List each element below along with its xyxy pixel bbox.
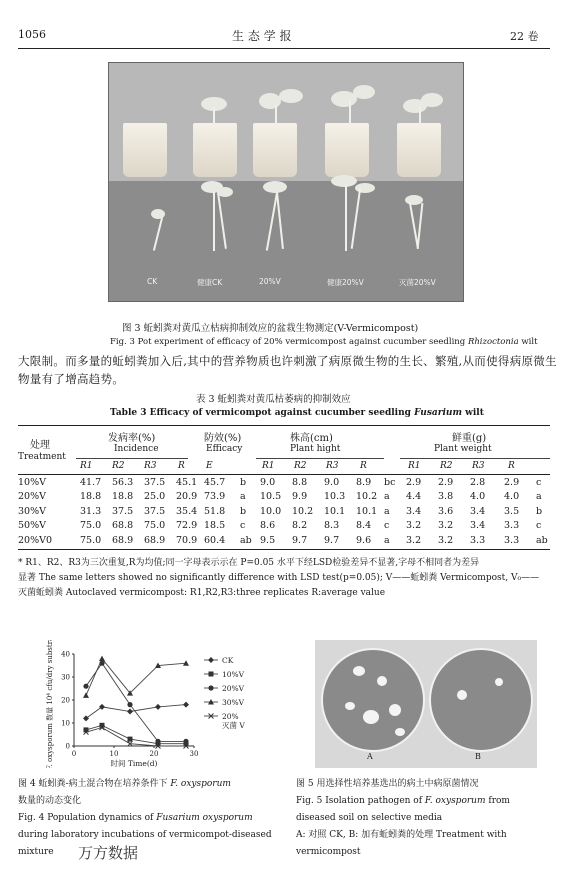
table-cell: 3.3 (504, 520, 520, 532)
table-cell: 18.8 (112, 491, 134, 503)
table-cell: 37.5 (112, 505, 134, 517)
table-cell: 3.3 (504, 534, 520, 546)
table-cell: 2.9 (438, 477, 454, 488)
table-subhead-row: R1 R2 R3 R E R1 R2 R3 R R1 R2 R3 R (80, 461, 515, 471)
table-head-treatment-cn: 处理 (30, 440, 50, 451)
table-cell: 3.4 (406, 505, 422, 517)
table-cell: 35.4 (176, 505, 198, 517)
legend-label: 10%V (222, 670, 245, 679)
table-cell: 30%V (18, 505, 46, 517)
table-cell: 10.2 (292, 505, 314, 517)
table-cell: b (536, 505, 543, 517)
table-cell: 37.5 (144, 505, 166, 517)
y-tick-label: 10 (61, 719, 70, 728)
y-axis-label: F. oxysporum 数量 10⁴ cfu/dry substrate (46, 640, 54, 768)
x-axis-label: 时间 Time(d) (110, 759, 158, 768)
table-cell: a (240, 491, 246, 503)
data-point (127, 709, 133, 715)
data-point (127, 702, 132, 707)
table-cell: 9.6 (356, 534, 372, 546)
table-group-head: Incidence (114, 444, 159, 454)
table-cell: 4.4 (406, 491, 422, 503)
table-cell: 2.9 (504, 477, 520, 488)
data-point (208, 657, 214, 663)
body-text-line: 大限制。而多量的蚯蚓粪加入后,其中的营养物质也许刺激了病原微生物的生长、繁殖,从而使得病原微生 (18, 354, 557, 368)
table-cell: 31.3 (80, 505, 102, 517)
table-head-treatment-en: Treatment (18, 452, 66, 462)
figure4-caption: 图 4 蚯蚓粪-病土混合物在培养条件下 F. oxysporum 数量的动态变化 Fig. 4 Population dynamics of Fusarium oxysporum during laboratory incubations of vermicompot-diseased mixture (18, 779, 272, 857)
table-cell: 10.5 (260, 491, 282, 503)
body-text-line: 物量有了增高趋势。 (18, 372, 125, 386)
table-cell: 3.2 (406, 534, 422, 546)
table-cell: 68.9 (112, 534, 134, 546)
photo-label: 健康CK (197, 278, 223, 287)
table-cell: 51.8 (204, 505, 226, 517)
table-cell: 3.4 (470, 505, 486, 517)
table-cell: 8.9 (356, 477, 372, 488)
table-cell: 41.7 (80, 477, 102, 488)
dish-label: B (475, 752, 481, 761)
table-cell: 10.2 (356, 491, 378, 503)
data-point (99, 704, 105, 710)
data-point (83, 692, 89, 698)
table-group-head: Plant weight (434, 444, 492, 454)
table-cell: 8.8 (292, 477, 308, 488)
data-point (183, 702, 189, 708)
table-cell: c (384, 520, 390, 532)
table-group-head: 株高(cm) (290, 433, 333, 444)
table3-title-en: Table 3 Efficacy of vermicompot against cucumber seedling Fusarium wilt (110, 408, 484, 418)
table-subrule (256, 458, 384, 459)
x-tick-label: 20 (149, 750, 159, 758)
figure5-caption: 图 5 用选择性培养基选出的病土中病原菌情况 Fig. 5 Isolation pathogen of F. oxysporum from diseased soil on selective media A: 对照 CK, B: 加有蚯蚓粪的处理 Treatment with vermicompost (296, 779, 510, 857)
series-line (86, 663, 186, 741)
photo-label: 灭菌20%V (399, 278, 436, 287)
table-rule-mid (18, 474, 550, 475)
y-tick-label: 0 (65, 742, 70, 751)
figure3-caption-cn: 图 3 蚯蚓粪对黄瓜立枯病抑制效应的盆栽生物测定(V-Vermicompost) (122, 323, 419, 334)
table-cell: 20.9 (176, 491, 198, 503)
pot (123, 123, 167, 177)
legend-label: 20% (222, 712, 239, 721)
photo-label: CK (147, 277, 158, 286)
table-cell: a (384, 491, 390, 503)
table-cell: 2.8 (470, 477, 486, 488)
table-cell: 9.7 (324, 534, 340, 546)
figure3-photo (108, 62, 464, 302)
table3-title-cn: 表 3 蚯蚓粪对黄瓜枯萎病的抑制效应 (196, 394, 351, 405)
header-rule (18, 48, 550, 49)
legend-label: CK (222, 656, 234, 665)
table-cell: c (536, 477, 542, 488)
table-group-head: 鲜重(g) (452, 433, 487, 444)
data-point (128, 737, 133, 742)
table-cell: b (240, 477, 247, 488)
data-point (208, 685, 213, 690)
table-cell: 75.0 (144, 520, 166, 532)
table-subrule (76, 458, 188, 459)
data-point (209, 672, 214, 677)
table-rule-top (18, 425, 550, 426)
data-point (155, 704, 161, 710)
table-cell: c (536, 520, 542, 532)
y-tick-label: 20 (61, 696, 70, 705)
y-tick-label: 30 (61, 673, 70, 682)
table-cell: 9.5 (260, 534, 276, 546)
data-point (99, 656, 105, 662)
table-cell: 68.9 (144, 534, 166, 546)
table-row (0, 535, 568, 549)
table-cell: 18.8 (80, 491, 102, 503)
data-point (183, 739, 188, 744)
table-group-head: 防效(%) (204, 433, 242, 444)
table-cell: a (384, 534, 390, 546)
table-cell: 37.5 (144, 477, 166, 488)
table-row (0, 477, 568, 491)
table-cell: 25.0 (144, 491, 166, 503)
page-number: 1056 (18, 28, 46, 41)
table-cell: 45.1 (176, 477, 198, 488)
table-group-head: Plant hight (290, 444, 341, 454)
volume: 22 卷 (510, 30, 539, 43)
x-tick-label: 30 (189, 750, 199, 758)
table-cell: 3.4 (470, 520, 486, 532)
table-cell: 10.3 (324, 491, 346, 503)
pot (253, 123, 297, 177)
x-tick-label: 0 (71, 750, 77, 758)
petri-dish-a (321, 648, 425, 752)
journal-name: 生 态 学 报 (232, 29, 292, 43)
table-cell: bc (384, 477, 396, 488)
data-point (83, 684, 88, 689)
table-cell: 9.0 (324, 477, 340, 488)
table-cell: ab (240, 534, 252, 546)
table-cell: 4.0 (504, 491, 520, 503)
data-point (83, 715, 89, 721)
table-cell: 72.9 (176, 520, 198, 532)
petri-dish-b (429, 648, 533, 752)
table-cell: 10.1 (324, 505, 346, 517)
table-row (0, 506, 568, 520)
pot (193, 123, 237, 177)
table-cell: 45.7 (204, 477, 226, 488)
table-cell: 3.8 (438, 491, 454, 503)
table-cell: 50%V (18, 520, 46, 532)
table-cell: 56.3 (112, 477, 134, 488)
table-cell: 20%V0 (18, 534, 53, 546)
x-tick-label: 10 (109, 750, 119, 758)
table-cell: 3.5 (504, 505, 520, 517)
legend-label: 30%V (222, 698, 245, 707)
table-cell: 20%V (18, 491, 46, 503)
table-subrule (400, 458, 550, 459)
table-cell: 4.0 (470, 491, 486, 503)
photo-label: 健康20%V (327, 278, 364, 287)
line-chart (20, 640, 260, 768)
table-group-head: Efficacy (206, 444, 243, 454)
table-cell: 3.2 (438, 520, 454, 532)
pot (397, 123, 441, 177)
table-cell: 3.6 (438, 505, 454, 517)
table-cell: 75.0 (80, 520, 102, 532)
data-point (155, 739, 160, 744)
figure3-caption-en: Fig. 3 Pot experiment of efficacy of 20% vermicompost against cucumber seedling Rhizoctonia wilt (110, 337, 538, 347)
table-cell: a (536, 491, 542, 503)
table-cell: 8.6 (260, 520, 276, 532)
table-cell: 75.0 (80, 534, 102, 546)
figure4-chart (20, 640, 260, 768)
table-cell: 10.0 (260, 505, 282, 517)
pot (325, 123, 369, 177)
table-cell: 9.9 (292, 491, 308, 503)
table-cell: c (240, 520, 246, 532)
table-cell: 8.3 (324, 520, 340, 532)
watermark: 万方数据 (78, 844, 139, 862)
table-row (0, 520, 568, 534)
legend-label-line2: 灭菌 V (222, 721, 245, 730)
table-cell: 3.3 (470, 534, 486, 546)
table-cell: 68.8 (112, 520, 134, 532)
table-cell: b (240, 505, 247, 517)
y-tick-label: 40 (61, 650, 70, 659)
dish-label: A (367, 752, 373, 761)
photo-label: 20%V (259, 277, 281, 286)
table-cell: 10%V (18, 477, 46, 488)
table-row (0, 491, 568, 505)
table-cell: 3.2 (438, 534, 454, 546)
table-cell: 3.2 (406, 520, 422, 532)
table-cell: 9.7 (292, 534, 308, 546)
table-cell: 8.2 (292, 520, 308, 532)
figure5-photo (315, 640, 537, 768)
legend-label: 20%V (222, 684, 245, 693)
table-cell: 9.0 (260, 477, 276, 488)
table-cell: 70.9 (176, 534, 198, 546)
table-cell: 18.5 (204, 520, 226, 532)
table-rule-bottom (18, 549, 550, 550)
table-cell: a (384, 505, 390, 517)
table-cell: 10.1 (356, 505, 378, 517)
table-cell: 2.9 (406, 477, 422, 488)
table-cell: ab (536, 534, 548, 546)
table-group-head: 发病率(%) (108, 433, 156, 444)
series-line (86, 728, 186, 746)
table-cell: 73.9 (204, 491, 226, 503)
table-cell: 60.4 (204, 534, 226, 546)
table-cell: 8.4 (356, 520, 372, 532)
table3-note: * R1、R2、R3为三次重复,R为均值;同一字母表示示在 P=0.05 水平下经LSD检验差异不显著,字母不相同者为差异 显著 The same letters showed no significantly difference with LSD test(p=0.05); V——蚯蚓粪 Vermicompost, V₀—— 灭菌蚯蚓粪 Autoclaved vermicompost: R1,R2,R3:three replicates R:average value (18, 558, 540, 598)
